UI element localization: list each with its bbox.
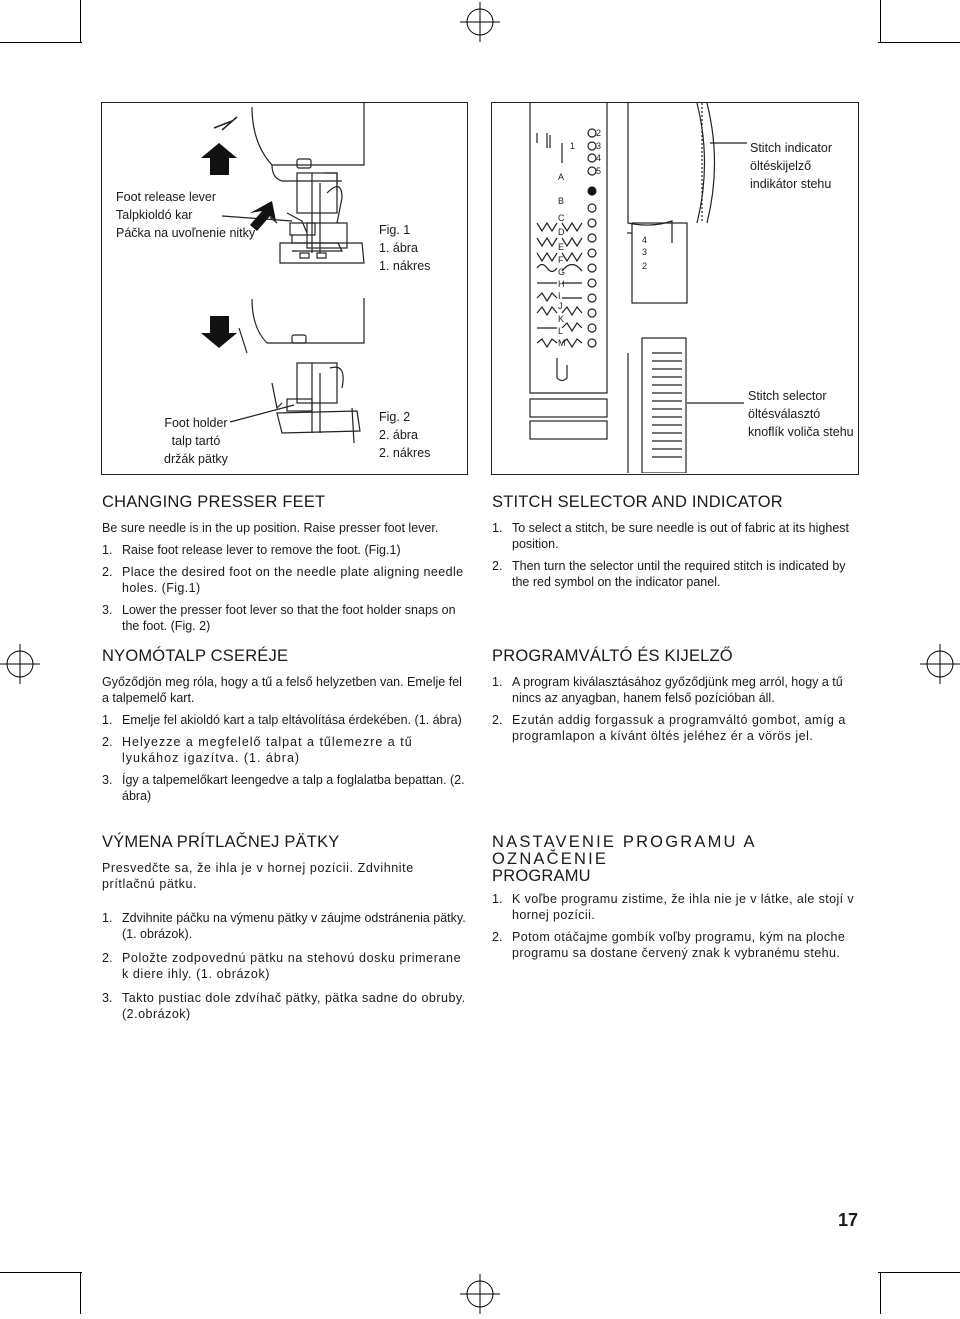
panel-letter: F <box>558 255 564 265</box>
item-number: 1. <box>102 543 113 557</box>
item-text: Položte zodpovednú pätku na stehovú dosku primerane k diere ihly. (1. obrázok) <box>122 951 462 981</box>
intro-text: Presvedčte sa, že ihla je v hornej pozícii. Zdvihnite prítlačnú pätku. <box>102 861 414 891</box>
list-item <box>102 602 468 634</box>
fig2-part-label <box>164 414 228 468</box>
dial-number: 4 <box>642 235 648 245</box>
item-number: 2. <box>492 930 503 944</box>
fig1-part-label <box>116 188 255 242</box>
item-text: Then turn the selector until the required stitch is indicated by the red symbol on the indicator panel. <box>512 559 846 589</box>
list-item <box>492 674 858 706</box>
item-text: Így a talpemelőkart leengedve a talp a foglalatba bepattan. (2. ábra) <box>122 773 465 803</box>
item-text: Ezután addig forgassuk a programváltó gombot, amíg a programlapon a kívánt öltés jeléhez ér a vörös jel. <box>512 713 846 743</box>
registration-mark-icon <box>460 2 500 42</box>
page-number: 17 <box>838 1210 859 1230</box>
stitch-selector-label <box>748 387 854 441</box>
panel-letter: D <box>558 227 565 237</box>
label-foot-holder-sk: držák pätky <box>164 452 228 466</box>
label-line: öltésválasztó <box>748 407 821 421</box>
label-foot-holder: Foot holder <box>164 416 228 430</box>
item-number: 3. <box>102 773 113 787</box>
label-line: Stitch selector <box>748 389 827 403</box>
section-changing-presser-feet <box>102 494 468 640</box>
section-title: NYOMÓTALP CSERÉJE <box>102 647 289 665</box>
item-text: Helyezze a megfelelő talpat a tűlemezre a tű lyukához igazítva. (1. ábra) <box>122 735 413 765</box>
list-item <box>492 558 858 590</box>
crop-mark <box>880 1272 881 1314</box>
panel-letter: E <box>558 242 565 252</box>
label-foot-holder-hu: talp tartó <box>171 434 221 448</box>
caption-line: Fig. 1 <box>379 223 411 237</box>
dial-number: 2 <box>642 261 648 271</box>
item-number: 2. <box>492 713 503 727</box>
crop-mark <box>878 1272 960 1273</box>
item-number: 1. <box>492 675 503 689</box>
section-nyomotalp-csereje <box>102 648 468 810</box>
stitch-indicator-label <box>750 139 832 193</box>
registration-mark-icon <box>0 644 40 684</box>
caption-line: 1. ábra <box>379 241 418 255</box>
crop-mark <box>878 42 960 43</box>
list-item <box>102 734 468 766</box>
item-text: Takto pustiac dole zdvíhač pätky, pätka sadne do obruby. (2.obrázok) <box>122 991 466 1021</box>
list-item <box>102 542 468 558</box>
item-text: Raise foot release lever to remove the foot. (Fig.1) <box>122 543 401 557</box>
list-item <box>102 990 468 1022</box>
crop-mark <box>80 0 81 42</box>
label-foot-release-lever-hu: Talpkioldó kar <box>116 208 193 222</box>
caption-line: 2. nákres <box>379 446 431 460</box>
registration-mark-icon <box>920 644 960 684</box>
item-number: 2. <box>492 559 503 573</box>
fig2-caption <box>379 408 430 462</box>
item-number: 2. <box>102 735 113 749</box>
section-vymena-pritlacnej-patky <box>102 834 468 1028</box>
item-text: Emelje fel akioldó kart a talp eltávolítása érdekében. (1. ábra) <box>122 713 462 727</box>
panel-letter: I <box>558 291 561 301</box>
section-nastavenie-programu <box>492 834 862 967</box>
panel-letter: M <box>558 338 566 348</box>
panel-number: 3 <box>596 141 602 151</box>
item-number: 1. <box>102 713 113 727</box>
item-number: 2. <box>102 951 113 965</box>
item-number: 1. <box>492 521 503 535</box>
panel-letter: G <box>558 267 566 277</box>
fig1-caption <box>379 221 430 275</box>
section-title: CHANGING PRESSER FEET <box>102 493 326 511</box>
section-title <box>492 834 862 885</box>
panel-letter: H <box>558 279 565 289</box>
item-number: 2. <box>102 565 113 579</box>
list-item <box>492 712 858 744</box>
crop-mark <box>880 0 881 42</box>
item-text: Potom otáčajme gombík voľby programu, kým na ploche programu sa dostane červený znak k vybranému stehu. <box>512 930 846 960</box>
list-item <box>102 772 468 804</box>
panel-number: 2 <box>596 128 602 138</box>
label-foot-release-lever: Foot release lever <box>116 190 217 204</box>
panel-letter: A <box>558 172 565 182</box>
section-title: VÝMENA PRÍTLAČNEJ PÄTKY <box>102 833 340 851</box>
list-item <box>102 712 468 728</box>
list-item <box>102 910 468 942</box>
label-line: Stitch indicator <box>750 141 832 155</box>
figure-stitch-selector <box>491 102 859 475</box>
item-text: Zdvihnite páčku na výmenu pätky v záujme odstránenia pätky. (1. obrázok). <box>122 911 466 941</box>
crop-mark <box>0 1272 82 1273</box>
list-item <box>102 564 468 596</box>
crop-mark <box>80 1272 81 1314</box>
label-foot-release-lever-sk: Páčka na uvoľnenie nitky <box>116 226 256 240</box>
caption-line: Fig. 2 <box>379 410 411 424</box>
figure-presser-feet <box>101 102 468 475</box>
intro-text: Győződjön meg róla, hogy a tű a felső helyzetben van. Emelje fel a talpemelő kart. <box>102 675 462 705</box>
title-line: NASTAVENIE PROGRAMU A OZNAČENIE <box>492 833 756 868</box>
item-number: 1. <box>102 911 113 925</box>
list-item <box>492 891 862 923</box>
label-line: öltéskijelző <box>750 159 812 173</box>
caption-line: 1. nákres <box>379 259 431 273</box>
caption-line: 2. ábra <box>379 428 418 442</box>
panel-letter: C <box>558 213 565 223</box>
panel-letter: J <box>558 301 563 311</box>
label-line: indikátor stehu <box>750 177 832 191</box>
panel-letter: L <box>558 326 564 336</box>
list-item <box>492 520 858 552</box>
panel-number: 5 <box>596 166 602 176</box>
dial-number: 3 <box>642 247 648 257</box>
item-text: Place the desired foot on the needle plate aligning needle holes. (Fig.1) <box>122 565 464 595</box>
panel-letter: K <box>558 314 565 324</box>
panel-number: 1 <box>570 141 576 151</box>
section-title: PROGRAMVÁLTÓ ÉS KIJELZŐ <box>492 647 733 665</box>
item-number: 3. <box>102 991 113 1005</box>
item-text: To select a stitch, be sure needle is out of fabric at its highest position. <box>512 521 849 551</box>
section-title: STITCH SELECTOR AND INDICATOR <box>492 493 783 511</box>
section-stitch-selector <box>492 494 858 596</box>
list-item <box>102 950 468 982</box>
intro-text: Be sure needle is in the up position. Raise presser foot lever. <box>102 521 439 535</box>
registration-mark-icon <box>460 1274 500 1314</box>
label-line: knoflík voliča stehu <box>748 425 854 439</box>
panel-number: 4 <box>596 153 602 163</box>
title-line: PROGRAMU <box>492 867 591 885</box>
panel-letter: B <box>558 196 565 206</box>
list-item <box>492 929 862 961</box>
item-text: A program kiválasztásához győződjünk meg arról, hogy a tű nincs az anyagban, hanem felső pozícióban áll. <box>512 675 843 705</box>
item-text: K voľbe programu zistime, že ihla nie je v látke, ale stojí v hornej pozícii. <box>512 892 855 922</box>
crop-mark <box>0 42 82 43</box>
item-number: 3. <box>102 603 113 617</box>
item-text: Lower the presser foot lever so that the foot holder snaps on the foot. (Fig. 2) <box>122 603 456 633</box>
item-number: 1. <box>492 892 503 906</box>
section-programvalto <box>492 648 858 750</box>
